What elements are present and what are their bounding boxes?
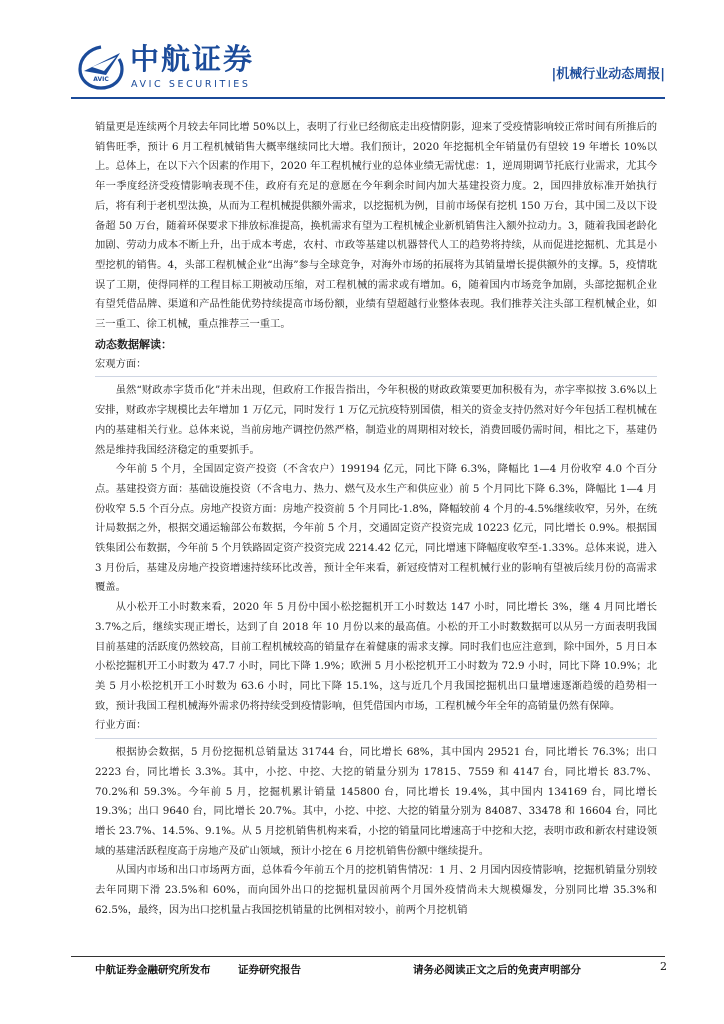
paragraph-komatsu-hours: 从小松开工小时数来看，2020 年 5 月份中国小松挖掘机开工小时数达 147 小时，同比增长 3%，继 4 月同比增长 3.7%之后，继续实现正增长，达到了自 2018 年 10 月份以来的最高值。小松的开工小时数数据可以从另一方面表明我国目前基建的活跃度仍然较高，目前工程机械较高的销量存在着健康的需求支撑。同时我们也应注意到，除中国外，5 月日本小松挖掘机开工小时数为 47.7 小时，同比下降 1.9%；欧洲 5 月小松挖机开工小时数为 72.9 小时，同比下降 10.9%；北美 5 月小松挖机开工小时数为 63.6 小时，同比下降 15.1%，这与近几个月我国挖掘机出口量增速逐渐趋缓的趋势相一致，预计我国工程机械海外需求仍将持续受到疫情影响，但凭借国内市场，工程机械今年全年的高销量仍然有保障。 (95, 601, 657, 712)
brand-name-cn: 中航证券 (130, 42, 255, 76)
footer-divider (71, 956, 665, 957)
page-header (0, 0, 724, 100)
page-number: 2 (660, 960, 667, 973)
section-divider (95, 738, 657, 739)
brand-name-en: AVIC SECURITIES (131, 79, 251, 90)
footer-report-kind: 证券研究报告 (238, 964, 301, 976)
report-type-label: |机械行业动态周报| (551, 67, 665, 82)
section-title: 动态数据解读： (95, 337, 172, 351)
subsection-industry: 行业方面： (95, 719, 147, 732)
paragraph-outlook: 销量更是连续两个月较去年同比增 50%以上，表明了行业已经彻底走出疫情阴影，迎来了受疫情影响较正常时间有所推后的销售旺季，预计 6 月工程机械销售大概率继续同比大增。我们预计，2020 年挖掘机全年销量仍有望较 19 年增长 10%以上。总体上，在以下六个因素的作用下，2020 年工程机械行业的总体业绩无需忧虑：1，逆周期调节托底行业需求，尤其今年一季度经济受疫情影响表现不佳，政府有充足的意愿在今年剩余时间内加大基建投资力度。2，国四排放标准开始执行后，将有利于老机型汰换，从而为工程机械提供额外需求，以挖掘机为例，目前市场保有挖机 150 万台，其中国二及以下设备超 50 万台，随着环保要求下排放标准提高，换机需求有望为工程机械企业新机销售注入额外拉动力。3，随着我国老龄化加剧、劳动力成本不断上升，出于成本考虑，农村、市政等基建以机器替代人工的趋势将持续，从而促进挖掘机、尤其是小型挖机的销售。4，头部工程机械企业“出海”参与全球竞争，对海外市场的拓展将为其销量增长提供额外的支撑。5，疫情耽误了工期，使得同样的工程目标工期被动压缩，对工程机械的需求或有增加。6，随着国内市场竞争加剧，头部挖掘机企业有望凭借品牌、渠道和产品性能优势持续提高市场份额，业绩有望超越行业整体表现。我们推荐关注头部工程机械企业，如三一重工、徐工机械，重点推荐三一重工。 (95, 121, 657, 331)
paragraph-investment: 今年前 5 个月，全国固定资产投资（不含农户）199194 亿元，同比下降 6.3%，降幅比 1—4 月份收窄 4.0 个百分点。基建投资方面：基础设施投资（不含电力、热力、燃气及水生产和供应业）前 5 个月同比下降 6.3%，降幅比 1—4 月份收窄 5.5 个百分点。房地产投资方面：房地产投资前 5 个月同比-1.8%，降幅较前 4 个月的-4.5%继续收窄，另外，在统计局数据之外，根据交通运输部公布数据，今年前 5 个月，交通固定资产投资完成 10223 亿元，同比增长 0.9%。根据国铁集团公布数据，今年前 5 个月铁路固定资产投资完成 2214.42 亿元，同比增速下降幅度收窄至-1.33%。总体来说，进入 3 月份后，基建及房地产投资增速持续环比改善，预计全年来看，新冠疫情对工程机械行业的影响有望被后续月份的高需求覆盖。 (95, 463, 657, 594)
paragraph-domestic-export: 从国内市场和出口市场两方面，总体看今年前五个月的挖机销售情况：1 月、2 月国内因疫情影响，挖掘机销量分别较去年同期下滑 23.5%和 60%，而向国外出口的挖掘机量因前两个月国外疫情尚未大规模爆发，分别同比增 35.3%和 62.5%，最终，因为出口挖机量占我国挖机销量的比例相对较小，前两个月挖机销 (95, 864, 657, 916)
paragraph-fiscal: 虽然“财政赤字货币化”并未出现，但政府工作报告指出，今年积极的财政政策要更加积极有为，赤字率拟按 3.6%以上安排，财政赤字规模比去年增加 1 万亿元，同时发行 1 万亿元抗疫特别国债，相关的资金支持仍然对好今年包括工程机械在内的基建相关行业。总体来说，当前房地产调控仍然严格，制造业的周期相对较长，消费回暖仍需时间，相比之下，基建仍然是维持我国经济稳定的重要抓手。 (95, 384, 657, 456)
section-divider (95, 376, 657, 377)
report-body (95, 118, 657, 920)
header-divider (71, 97, 665, 99)
footer-disclaimer: 请务必阅读正文之后的免责声明部分 (413, 964, 581, 976)
subsection-macro: 宏观方面： (95, 357, 147, 370)
footer-publisher: 中航证券金融研究所发布 (95, 964, 211, 976)
paragraph-excavator-sales: 根据协会数据，5 月份挖掘机总销量达 31744 台，同比增长 68%，其中国内 29521 台，同比增长 76.3%；出口 2223 台，同比增长 3.3%。其中，小挖、中挖、大挖的销量分别为 17815、7559 和 4147 台，同比增长 83.7%、70.2%和 59.3%。今年前 5 月，挖掘机累计销量 145800 台，同比增长 19.4%，其中国内 134169 台，同比增长 19.3%；出口 9640 台，同比增长 20.7%。其中，小挖、中挖、大挖的销量分别为 84087、33478 和 16604 台，同比增长 23.7%、14.5%、9.1%。从 5 月挖机销售机构来看，小挖的销量同比增速高于中挖和大挖，表明市政和新农村建设领域的基建活跃程度高于房地产及矿山领域，预计小挖在 6 月挖机销售份额中继续提升。 (95, 746, 657, 857)
svg-text:AVIC: AVIC (93, 76, 109, 83)
avic-logo-icon (76, 45, 126, 90)
